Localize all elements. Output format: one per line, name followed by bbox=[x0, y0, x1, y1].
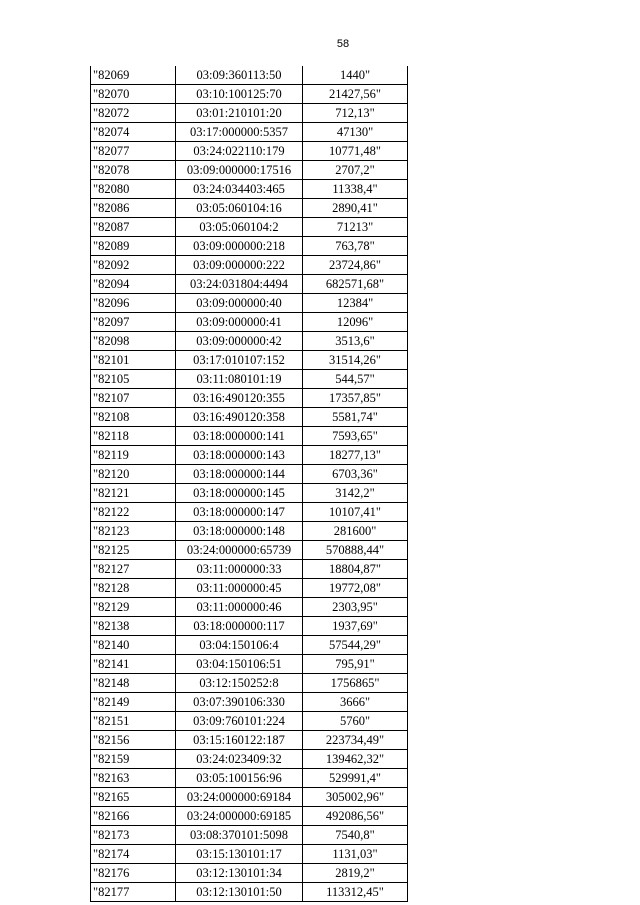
table-row bbox=[91, 370, 408, 389]
table-row bbox=[91, 750, 408, 769]
table-row bbox=[91, 674, 408, 693]
table-body bbox=[91, 66, 408, 902]
table-row bbox=[91, 655, 408, 674]
table-row bbox=[91, 294, 408, 313]
cadastral-number-cell: 03:18:000000:144 bbox=[176, 465, 303, 484]
cadastral-number-cell: 03:04:150106:51 bbox=[176, 655, 303, 674]
value-cell: 1937,69" bbox=[303, 617, 408, 636]
row-id-cell: "82070 bbox=[91, 85, 176, 104]
table-row bbox=[91, 579, 408, 598]
row-id-cell: "82120 bbox=[91, 465, 176, 484]
row-id-cell: "82141 bbox=[91, 655, 176, 674]
row-id-cell: "82080 bbox=[91, 180, 176, 199]
table-row bbox=[91, 408, 408, 427]
table-row bbox=[91, 693, 408, 712]
cadastral-number-cell: 03:08:370101:5098 bbox=[176, 826, 303, 845]
cadastral-number-cell: 03:16:490120:358 bbox=[176, 408, 303, 427]
row-id-cell: "82140 bbox=[91, 636, 176, 655]
value-cell: 305002,96" bbox=[303, 788, 408, 807]
value-cell: 682571,68" bbox=[303, 275, 408, 294]
row-id-cell: "82123 bbox=[91, 522, 176, 541]
cadastral-number-cell: 03:15:160122:187 bbox=[176, 731, 303, 750]
table-row bbox=[91, 180, 408, 199]
table-row bbox=[91, 85, 408, 104]
cadastral-number-cell: 03:24:000000:65739 bbox=[176, 541, 303, 560]
cadastral-number-cell: 03:15:130101:17 bbox=[176, 845, 303, 864]
cadastral-number-cell: 03:09:360113:50 bbox=[176, 66, 303, 85]
value-cell: 18277,13" bbox=[303, 446, 408, 465]
value-cell: 1131,03" bbox=[303, 845, 408, 864]
value-cell: 7540,8" bbox=[303, 826, 408, 845]
value-cell: 10107,41" bbox=[303, 503, 408, 522]
value-cell: 544,57" bbox=[303, 370, 408, 389]
cadastral-number-cell: 03:10:100125:70 bbox=[176, 85, 303, 104]
row-id-cell: "82072 bbox=[91, 104, 176, 123]
value-cell: 2819,2" bbox=[303, 864, 408, 883]
table-row bbox=[91, 256, 408, 275]
value-cell: 10771,48" bbox=[303, 142, 408, 161]
table-row bbox=[91, 351, 408, 370]
cadastral-number-cell: 03:18:000000:147 bbox=[176, 503, 303, 522]
value-cell: 763,78" bbox=[303, 237, 408, 256]
value-cell: 12096" bbox=[303, 313, 408, 332]
cadastral-number-cell: 03:11:080101:19 bbox=[176, 370, 303, 389]
cadastral-number-cell: 03:24:000000:69184 bbox=[176, 788, 303, 807]
row-id-cell: "82074 bbox=[91, 123, 176, 142]
value-cell: 2303,95" bbox=[303, 598, 408, 617]
table-row bbox=[91, 427, 408, 446]
page-number: 58 bbox=[336, 38, 350, 50]
row-id-cell: "82166 bbox=[91, 807, 176, 826]
cadastral-number-cell: 03:18:000000:141 bbox=[176, 427, 303, 446]
cadastral-number-cell: 03:12:130101:34 bbox=[176, 864, 303, 883]
row-id-cell: "82086 bbox=[91, 199, 176, 218]
cadastral-number-cell: 03:09:000000:218 bbox=[176, 237, 303, 256]
value-cell: 3666" bbox=[303, 693, 408, 712]
row-id-cell: "82089 bbox=[91, 237, 176, 256]
row-id-cell: "82119 bbox=[91, 446, 176, 465]
value-cell: 5760" bbox=[303, 712, 408, 731]
row-id-cell: "82107 bbox=[91, 389, 176, 408]
value-cell: 3513,6" bbox=[303, 332, 408, 351]
value-cell: 113312,45" bbox=[303, 883, 408, 902]
row-id-cell: "82128 bbox=[91, 579, 176, 598]
table-row bbox=[91, 864, 408, 883]
table-row bbox=[91, 199, 408, 218]
value-cell: 19772,08" bbox=[303, 579, 408, 598]
table-row bbox=[91, 313, 408, 332]
row-id-cell: "82149 bbox=[91, 693, 176, 712]
table-row bbox=[91, 465, 408, 484]
row-id-cell: "82087 bbox=[91, 218, 176, 237]
cadastral-number-cell: 03:07:390106:330 bbox=[176, 693, 303, 712]
value-cell: 11338,4" bbox=[303, 180, 408, 199]
cadastral-number-cell: 03:09:000000:40 bbox=[176, 294, 303, 313]
cadastral-number-cell: 03:16:490120:355 bbox=[176, 389, 303, 408]
value-cell: 23724,86" bbox=[303, 256, 408, 275]
row-id-cell: "82159 bbox=[91, 750, 176, 769]
cadastral-number-cell: 03:18:000000:145 bbox=[176, 484, 303, 503]
row-id-cell: "82165 bbox=[91, 788, 176, 807]
cadastral-number-cell: 03:18:000000:143 bbox=[176, 446, 303, 465]
table-row bbox=[91, 541, 408, 560]
table-row bbox=[91, 123, 408, 142]
cadastral-number-cell: 03:09:000000:41 bbox=[176, 313, 303, 332]
table-row bbox=[91, 883, 408, 902]
value-cell: 12384" bbox=[303, 294, 408, 313]
cadastral-number-cell: 03:11:000000:33 bbox=[176, 560, 303, 579]
row-id-cell: "82101 bbox=[91, 351, 176, 370]
row-id-cell: "82108 bbox=[91, 408, 176, 427]
table-row bbox=[91, 769, 408, 788]
table-row bbox=[91, 275, 408, 294]
value-cell: 223734,49" bbox=[303, 731, 408, 750]
value-cell: 57544,29" bbox=[303, 636, 408, 655]
table-row bbox=[91, 712, 408, 731]
table-row bbox=[91, 826, 408, 845]
table-row bbox=[91, 142, 408, 161]
row-id-cell: "82127 bbox=[91, 560, 176, 579]
cadastral-number-cell: 03:05:060104:2 bbox=[176, 218, 303, 237]
row-id-cell: "82138 bbox=[91, 617, 176, 636]
cadastral-number-cell: 03:24:034403:465 bbox=[176, 180, 303, 199]
table-row bbox=[91, 598, 408, 617]
value-cell: 1756865" bbox=[303, 674, 408, 693]
cadastral-number-cell: 03:11:000000:46 bbox=[176, 598, 303, 617]
value-cell: 492086,56" bbox=[303, 807, 408, 826]
value-cell: 21427,56" bbox=[303, 85, 408, 104]
cadastral-number-cell: 03:09:760101:224 bbox=[176, 712, 303, 731]
table-row bbox=[91, 503, 408, 522]
cadastral-number-cell: 03:05:100156:96 bbox=[176, 769, 303, 788]
cadastral-number-cell: 03:12:150252:8 bbox=[176, 674, 303, 693]
cadastral-number-cell: 03:24:031804:4494 bbox=[176, 275, 303, 294]
cadastral-number-cell: 03:09:000000:42 bbox=[176, 332, 303, 351]
value-cell: 529991,4" bbox=[303, 769, 408, 788]
table-row bbox=[91, 560, 408, 579]
table-row bbox=[91, 104, 408, 123]
cadastral-number-cell: 03:18:000000:148 bbox=[176, 522, 303, 541]
value-cell: 6703,36" bbox=[303, 465, 408, 484]
table-row bbox=[91, 636, 408, 655]
value-cell: 31514,26" bbox=[303, 351, 408, 370]
table-row bbox=[91, 161, 408, 180]
cadastral-number-cell: 03:05:060104:16 bbox=[176, 199, 303, 218]
cadastral-number-cell: 03:17:000000:5357 bbox=[176, 123, 303, 142]
data-table bbox=[90, 66, 408, 902]
table-row bbox=[91, 218, 408, 237]
cadastral-number-cell: 03:24:022110:179 bbox=[176, 142, 303, 161]
row-id-cell: "82069 bbox=[91, 66, 176, 85]
cadastral-number-cell: 03:09:000000:222 bbox=[176, 256, 303, 275]
value-cell: 139462,32" bbox=[303, 750, 408, 769]
value-cell: 18804,87" bbox=[303, 560, 408, 579]
row-id-cell: "82092 bbox=[91, 256, 176, 275]
row-id-cell: "82174 bbox=[91, 845, 176, 864]
cadastral-number-cell: 03:11:000000:45 bbox=[176, 579, 303, 598]
table-row bbox=[91, 332, 408, 351]
table-row bbox=[91, 446, 408, 465]
row-id-cell: "82148 bbox=[91, 674, 176, 693]
cadastral-number-cell: 03:01:210101:20 bbox=[176, 104, 303, 123]
row-id-cell: "82176 bbox=[91, 864, 176, 883]
cadastral-number-cell: 03:12:130101:50 bbox=[176, 883, 303, 902]
row-id-cell: "82097 bbox=[91, 313, 176, 332]
row-id-cell: "82151 bbox=[91, 712, 176, 731]
row-id-cell: "82094 bbox=[91, 275, 176, 294]
value-cell: 47130" bbox=[303, 123, 408, 142]
value-cell: 7593,65" bbox=[303, 427, 408, 446]
table-row bbox=[91, 617, 408, 636]
table-row bbox=[91, 731, 408, 750]
value-cell: 1440" bbox=[303, 66, 408, 85]
row-id-cell: "82125 bbox=[91, 541, 176, 560]
row-id-cell: "82077 bbox=[91, 142, 176, 161]
value-cell: 2890,41" bbox=[303, 199, 408, 218]
table-row bbox=[91, 788, 408, 807]
value-cell: 712,13" bbox=[303, 104, 408, 123]
row-id-cell: "82177 bbox=[91, 883, 176, 902]
table-row bbox=[91, 845, 408, 864]
value-cell: 281600" bbox=[303, 522, 408, 541]
row-id-cell: "82163 bbox=[91, 769, 176, 788]
row-id-cell: "82078 bbox=[91, 161, 176, 180]
cadastral-number-cell: 03:09:000000:17516 bbox=[176, 161, 303, 180]
value-cell: 795,91" bbox=[303, 655, 408, 674]
table-row bbox=[91, 807, 408, 826]
cadastral-number-cell: 03:24:000000:69185 bbox=[176, 807, 303, 826]
value-cell: 2707,2" bbox=[303, 161, 408, 180]
value-cell: 5581,74" bbox=[303, 408, 408, 427]
cadastral-number-cell: 03:18:000000:117 bbox=[176, 617, 303, 636]
row-id-cell: "82129 bbox=[91, 598, 176, 617]
row-id-cell: "82122 bbox=[91, 503, 176, 522]
row-id-cell: "82156 bbox=[91, 731, 176, 750]
table-row bbox=[91, 66, 408, 85]
value-cell: 3142,2" bbox=[303, 484, 408, 503]
table-row bbox=[91, 237, 408, 256]
table-row bbox=[91, 522, 408, 541]
table-row bbox=[91, 389, 408, 408]
row-id-cell: "82173 bbox=[91, 826, 176, 845]
value-cell: 71213" bbox=[303, 218, 408, 237]
row-id-cell: "82105 bbox=[91, 370, 176, 389]
row-id-cell: "82121 bbox=[91, 484, 176, 503]
row-id-cell: "82118 bbox=[91, 427, 176, 446]
row-id-cell: "82098 bbox=[91, 332, 176, 351]
table-row bbox=[91, 484, 408, 503]
cadastral-number-cell: 03:17:010107:152 bbox=[176, 351, 303, 370]
value-cell: 570888,44" bbox=[303, 541, 408, 560]
cadastral-number-cell: 03:24:023409:32 bbox=[176, 750, 303, 769]
value-cell: 17357,85" bbox=[303, 389, 408, 408]
row-id-cell: "82096 bbox=[91, 294, 176, 313]
cadastral-number-cell: 03:04:150106:4 bbox=[176, 636, 303, 655]
